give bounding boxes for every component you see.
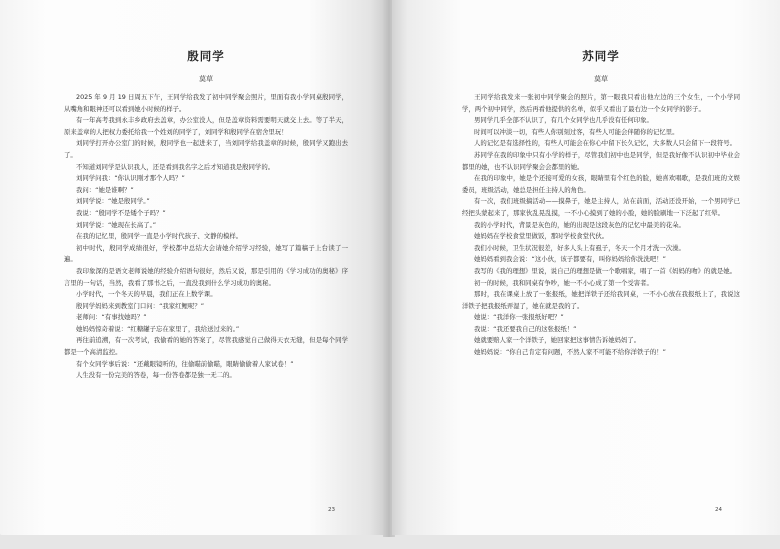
right-paragraph: 她就要赔人家一个洋铁子，她回家把这事情告诉她妈妈了。 [474, 336, 641, 345]
left-paragraph: 刘同学说：“她现在长高了。” [76, 220, 157, 229]
left-paragraph: 她妈妈惊奇着说：“红糖罐子忘在家里了，我给送过来的。” [76, 324, 240, 333]
left-paragraph: 我说：“殷同学不是矮个子吗？” [76, 208, 166, 217]
right-page-number: 24 [715, 507, 722, 513]
left-paragraph: 有一年高考我到永丰乡政府去盖章，办公室没人，但是盖章资料需要明天就交上去。等了半天，原来盖章的人把权力委托给我一个姓刘的同学了，刘同学和殷同学在宿舍里玩！ [64, 116, 348, 136]
right-paragraph: 那时，我在课桌上放了一张报纸，她把洋铁子还给我同桌，一不小心放在我报纸上了，我说这洋铁子把我报纸弄湿了，她在就是我的了。 [462, 290, 740, 310]
left-page-number: 23 [328, 507, 335, 513]
right-paragraph: 王同学给我发来一张初中同学聚会的照片，第一眼我只看出他左边的三个女生，一个小学同学，两个初中同学，然后再看他提供的名单，似乎又看出了最右边一个女同学的影子。 [462, 93, 740, 113]
right-paragraph: 时间可以冲淡一切，有些人你别刻过客，有些人可能会伴随你的记忆里。 [474, 127, 679, 136]
right-paragraph: 有一次，我们班级搞活动——摸鼻子，她是主持人，站在前面，活动还没开始，一个男同学已经把头蒙起来了，那家伙乱晃乱摸，一不小心摸到了她的小脸，她的脸刷地一下泛起了红晕。 [462, 197, 740, 217]
right-page [392, 0, 780, 535]
right-paragraph: 男同学几乎全部不认识了，有几个女同学也几乎没有任何印象。 [474, 116, 653, 125]
right-page-content [462, 48, 740, 359]
right-paragraph: 她妈妈说：“你自己肯定有问题，不然人家不可能不给你洋铁子的！” [474, 348, 666, 357]
left-paragraph: 2025 年 9 月 19 日周五下午，王同学给我发了初中同学聚会照片，里面有我小学同桌殷同学，从嘴角和眼神还可以看到她小时候的样子。 [64, 93, 348, 113]
left-paragraph: 刘同学问我：“你认识刚才那个人吗？” [76, 174, 185, 183]
right-page-body [462, 92, 740, 359]
left-paragraph: 我印象深的是语文老师说她的经验介绍语句很好，然后又说，那是引用的《学习成功的奥秘》序言里的一句话，当然，我看了那书之后，一直没我到什么学习成功的奥秘。 [64, 266, 348, 287]
left-page-content [64, 48, 348, 382]
left-page-body [64, 92, 348, 382]
right-paragraph: 我写的《我的理想》里说，说自己的理想是做一个歌唱家，唱了一首《妈妈的吻》的就是她。 [474, 266, 737, 275]
right-paragraph: 在我的印象中，她是个还接可爱的女孩，眼睛里有个红色的脸，她喜欢唱歌，是我们班的文娱委员，班级活动，她总是担任主持人的角色。 [462, 174, 740, 194]
left-paragraph: 不知道刘同学是认识我人，还是看到我名字之后才知道我是殷同学的。 [76, 162, 275, 171]
left-paragraph: 在我的记忆里，殷同学一直是小学时代孩子、文静的模样。 [76, 232, 243, 241]
left-page-author: 莫草 [199, 75, 213, 83]
left-paragraph: 老师问：“有事找她吗？” [76, 313, 147, 322]
left-paragraph: 再往前追溯，有一次考试，我偷看的她的答案了，尽管我感觉自己做得天衣无缝，但是每个同学都是一个高清监控。 [64, 336, 348, 357]
right-paragraph: 我们小时候，卫生状况很差，好多人头上有虱子，冬天一个月才洗一次澡。 [474, 243, 685, 252]
right-paragraph: 人的记忆是有选择性的，有些人可能会在你心中留下长久记忆，大多数人只会留下一段符号。 [474, 139, 737, 148]
right-paragraph: 她妈妈在学校食堂里做饭，那时学校食堂代伙。 [474, 232, 609, 241]
left-paragraph: 殷同学妈妈来到教室门口问：“我家红鲤呢？” [76, 301, 205, 310]
left-page-title: 殷同学 [187, 49, 225, 63]
right-paragraph: 苏同学在我的印象中只有小学的样子，尽管我们初中也是同学，但是我好像不认识初中毕业会都里的她，也不认识同学聚会会都里的她。 [462, 150, 740, 171]
left-paragraph: 刘同学说：“她是殷同学。” [76, 197, 150, 206]
right-paragraph: 她说：“我洋你一张报纸好吧？” [474, 313, 564, 322]
right-paragraph: 我说：“我还要我自己的这张报纸！” [474, 324, 577, 333]
left-paragraph: 初中时代，殷同学成绩很好，学校都中总结大会请她介绍学习经验，她写了篇稿子上台读了一遍。 [64, 243, 348, 264]
left-paragraph: 小学时代，一个冬天的早晨，我们正在上数学课。 [76, 290, 217, 299]
left-paragraph: 我问：“她是谁啊？” [76, 185, 134, 194]
right-page-author: 莫草 [594, 75, 608, 83]
right-page-title: 苏同学 [582, 49, 620, 63]
left-paragraph: 有个女同学事后说：“还戴眼镜听的，往偷瞄前偷瞄，眼睛偷偷着人家试卷！” [76, 359, 294, 368]
right-paragraph: 初一的时候，我和同桌有争吵，她一不小心成了第一个受害者。 [474, 278, 653, 287]
left-page [0, 0, 385, 535]
right-paragraph: 她妈妈看到我会说：“这小伙，该子都要有，叫你妈妈给你洗洗吧！” [474, 255, 666, 264]
left-paragraph: 刘同学打开办公室门的时候，殷同学也一起进来了，当刘同学给我盖章的时候，殷同学又跑出去了。 [64, 139, 348, 159]
right-paragraph: 我的小学时代，背景是灰色的，她的出现是这段灰色的记忆中最美的花朵。 [474, 220, 685, 229]
left-paragraph: 人生没有一份完美的答卷，每一份答卷都是独一无二的。 [76, 371, 236, 380]
